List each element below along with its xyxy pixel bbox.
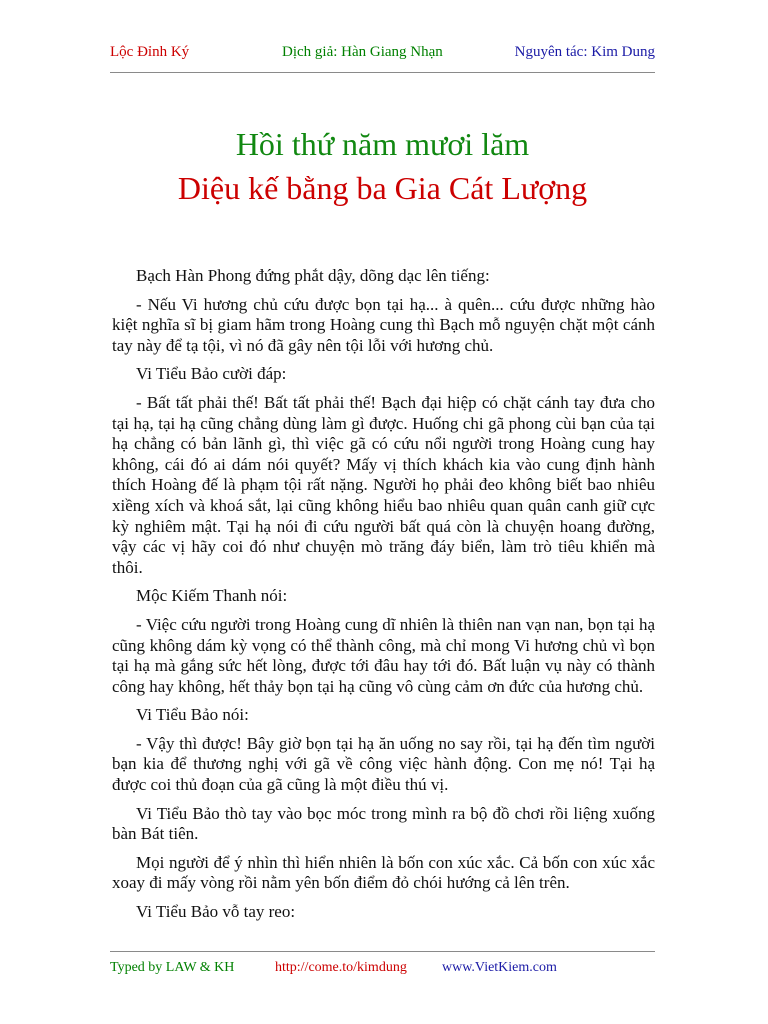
paragraph: Vi Tiểu Bảo thò tay vào bọc móc trong mình ra bộ đồ chơi rồi liệng xuống bàn Bát tiên.	[112, 803, 655, 844]
page-footer	[110, 960, 655, 980]
footer-divider	[110, 951, 655, 952]
paragraph: Vi Tiểu Bảo cười đáp:	[136, 364, 287, 384]
footer-typist: Typed by LAW & KH	[110, 960, 235, 975]
paragraph: Vi Tiểu Bảo nói:	[136, 705, 249, 725]
paragraph: - Nếu Vi hương chủ cứu được bọn tại hạ... à quên... cứu được những hào kiệt nghĩa sĩ bị giam hãm trong Hoàng cung thì Bạch mỗ nguyện chặt một cánh tay này để tạ tội, vì nó đã gây nên tội lỗi với hương chủ.	[112, 294, 655, 355]
header-author: Nguyên tác: Kim Dung	[514, 44, 655, 60]
header-divider	[110, 72, 655, 73]
chapter-title: Diệu kế bằng ba Gia Cát Lượng	[177, 170, 588, 206]
chapter-body	[112, 266, 655, 931]
paragraph: - Vậy thì được! Bây giờ bọn tại hạ ăn uống no say rồi, tại hạ đến tìm người bạn kia để thương nghị với gã về công việc hành động. Con mẹ nó! Tại hạ được coi thủ đoạn của gã cũng là một điều thú vị.	[112, 733, 655, 795]
footer-link-vietkiem[interactable]: www.VietKiem.com	[442, 960, 557, 975]
chapter-heading	[110, 122, 655, 210]
paragraph: - Việc cứu người trong Hoàng cung dĩ nhiên là thiên nan vạn nan, bọn tại hạ cũng không dám kỳ vọng có thể thành công, mà chỉ mong Vi hương chủ vì bọn tại hạ mà gắng sức hết lòng, được tới đâu hay tới đó. Bất luận vụ này có thành công hay không, hết thảy bọn tại hạ cũng vô cùng cảm ơn đức của hương chủ.	[112, 614, 655, 696]
page-header	[110, 44, 655, 66]
paragraph: - Bất tất phải thế! Bất tất phải thế! Bạch đại hiệp có chặt cánh tay đưa cho tại hạ, tại hạ cũng chẳng dùng làm gì được. Huống chi gã phong cùi bạn của tại hạ chẳng có bản lãnh gì, thì việc gã có cứu nổi người trong Hoàng cung hay không, cái đó ai dám nói quyết? Mấy vị thích khách kia vào cung định hành thích Hoàng đế là phạm tội rất nặng. Người họ phải đeo không biết bao nhiêu xiềng xích và khoá sắt, lại cũng không hiểu bao nhiêu quan quân canh giữ cực kỳ nghiêm mật. Tại hạ nói đi cứu người bất quá còn là chuyện hoang đường, vậy các vị hãy coi đó như chuyện mò trăng đáy biển, làm trò tiêu khiển mà thôi.	[112, 392, 655, 577]
header-translator: Dịch giả: Hàn Giang Nhạn	[282, 44, 443, 60]
chapter-number: Hồi thứ năm mươi lăm	[235, 126, 530, 162]
paragraph: Mọi người để ý nhìn thì hiển nhiên là bốn con xúc xắc. Cả bốn con xúc xắc xoay đi mấy vòng rồi nằm yên bốn điểm đỏ chói hướng cả lên trên.	[112, 852, 655, 893]
header-book-title: Lộc Đỉnh Ký	[110, 44, 190, 60]
paragraph: Vi Tiểu Bảo vỗ tay reo:	[136, 902, 296, 922]
footer-link-kimdung[interactable]: http://come.to/kimdung	[275, 960, 407, 975]
paragraph: Mộc Kiếm Thanh nói:	[136, 586, 288, 606]
paragraph: Bạch Hàn Phong đứng phắt dậy, dõng dạc lên tiếng:	[136, 266, 490, 285]
